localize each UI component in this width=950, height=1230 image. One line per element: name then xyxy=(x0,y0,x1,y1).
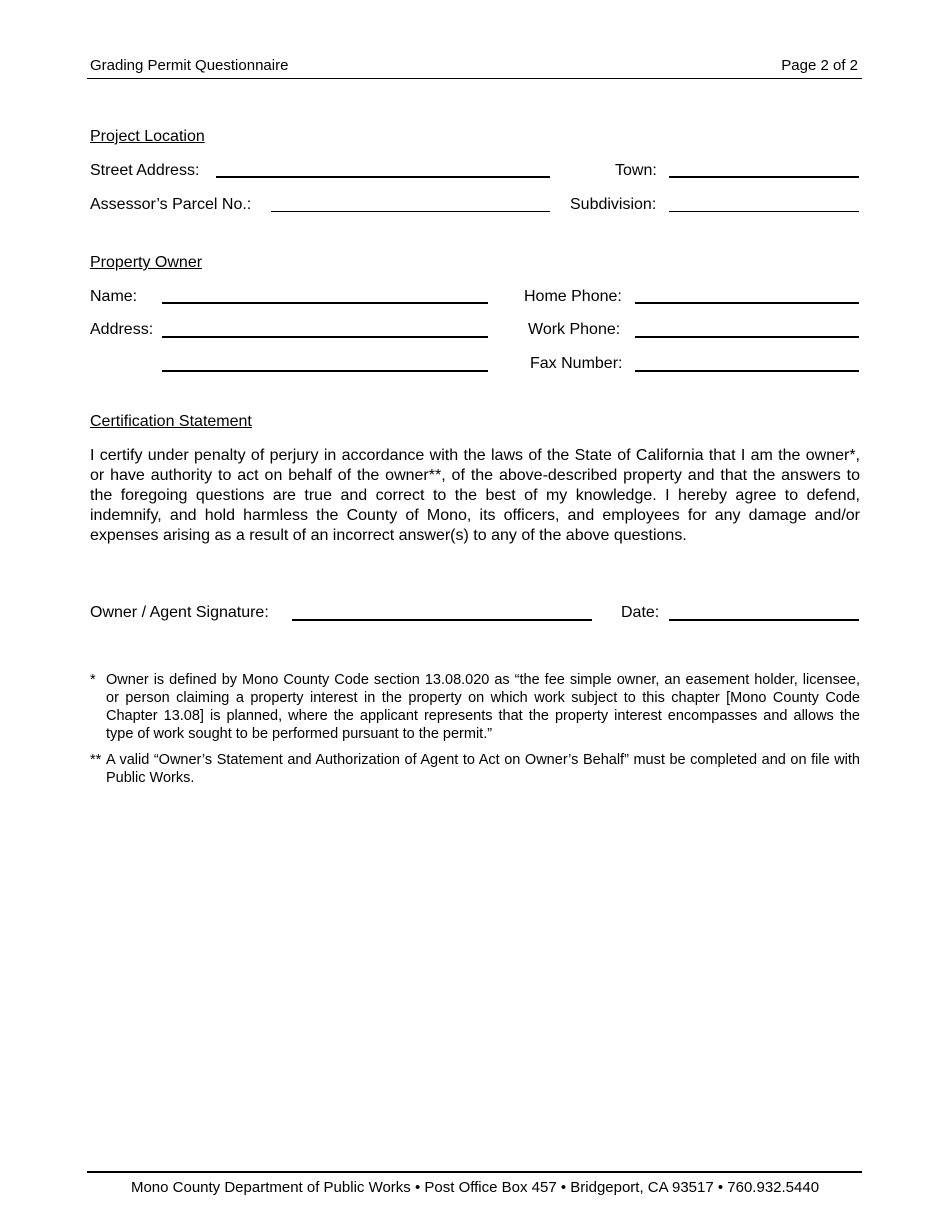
owner-name-field[interactable] xyxy=(162,302,488,304)
fax-number-label: Fax Number: xyxy=(530,355,623,372)
parcel-field[interactable] xyxy=(271,211,550,212)
signature-label: Owner / Agent Signature: xyxy=(90,604,269,621)
footnote-text: Owner is defined by Mono County Code section 13.08.020 as “the fee simple owner, an easement holder, licensee, or person claiming a property interest in the property on which work subject to this chapter [Mono County Code Chapter 13.08] is planned, where the applicant represents that the property interest encompasses and allows the type of work sought to be performed pursuant to the permit.” xyxy=(106,672,860,742)
certification-heading: Certification Statement xyxy=(90,413,252,430)
subdivision-label: Subdivision: xyxy=(570,196,657,213)
footer-contact: Mono County Department of Public Works • Post Office Box 457 • Bridgeport, CA 93517 • 760.932.5440 xyxy=(130,1179,820,1196)
footnote-text: A valid “Owner’s Statement and Authorization of Agent to Act on Owner’s Behalf” must be completed and on file with Public Works. xyxy=(106,752,860,786)
subdivision-field[interactable] xyxy=(669,211,859,212)
footer-divider xyxy=(87,1171,862,1173)
owner-address-label: Address: xyxy=(90,321,154,338)
signature-field[interactable] xyxy=(292,619,592,621)
header-divider xyxy=(87,78,862,79)
footnote-owner-statement xyxy=(90,751,860,787)
work-phone-field[interactable] xyxy=(635,336,859,338)
home-phone-field[interactable] xyxy=(635,302,859,304)
fax-number-field[interactable] xyxy=(635,370,859,372)
project-location-heading: Project Location xyxy=(90,128,205,145)
work-phone-label: Work Phone: xyxy=(528,321,621,338)
footnote-marker: ** xyxy=(90,752,102,768)
town-label: Town: xyxy=(615,162,657,179)
certification-text: I certify under penalty of perjury in accordance with the laws of the State of California that I am the owner*, or have authority to act on behalf of the owner**, of the above-described property and that the answers to the foregoing questions are true and correct to the best of my knowledge. I hereby agree to defend, indemnify, and hold harmless the County of Mono, its officers, and employees for any damage and/or expenses arising as a result of an incorrect answer(s) to any of the above questions. xyxy=(90,447,860,544)
home-phone-label: Home Phone: xyxy=(524,288,622,305)
property-owner-heading: Property Owner xyxy=(90,254,203,271)
date-label: Date: xyxy=(621,604,660,621)
owner-address-field-line2[interactable] xyxy=(162,370,488,372)
date-field[interactable] xyxy=(669,619,859,621)
owner-address-field-line1[interactable] xyxy=(162,336,488,338)
town-field[interactable] xyxy=(669,176,859,178)
footnote-marker: * xyxy=(90,672,96,688)
header-title: Grading Permit Questionnaire xyxy=(90,57,289,74)
page-number: Page 2 of 2 xyxy=(781,57,858,74)
parcel-label: Assessor’s Parcel No.: xyxy=(90,196,252,213)
footnote-owner-definition xyxy=(90,671,860,743)
owner-name-label: Name: xyxy=(90,288,138,305)
street-address-label: Street Address: xyxy=(90,162,200,179)
street-address-field[interactable] xyxy=(216,176,550,178)
